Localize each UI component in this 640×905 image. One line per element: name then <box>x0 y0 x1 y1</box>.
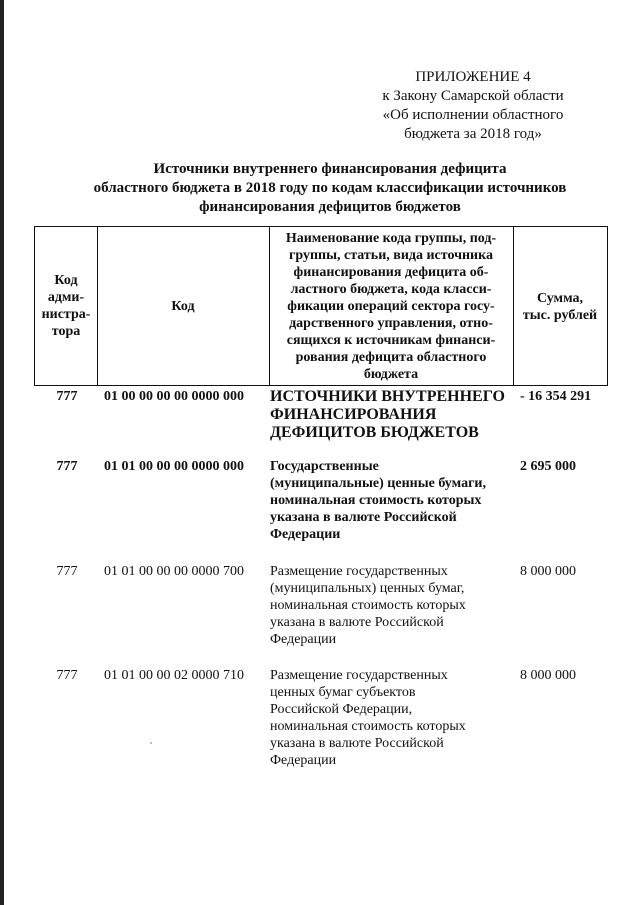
row-sum: 8 000 000 <box>520 668 576 683</box>
header-name <box>270 230 512 383</box>
row-name <box>270 563 520 648</box>
appendix-line: к Закону Самарской области <box>382 88 564 104</box>
appendix-line: «Об исполнении областного <box>382 107 564 123</box>
header-line: сящихся к источникам финанси- <box>286 333 496 348</box>
header-line: Код <box>54 273 78 288</box>
row-name-line: номинальная стоимость которых <box>270 493 482 508</box>
row-name-line: Размещение государственных <box>270 564 448 579</box>
header-line: бюджета <box>363 367 419 382</box>
header-line: финансирования дефицита об- <box>293 265 489 280</box>
header-line: тора <box>51 324 81 339</box>
row-sum: 8 000 000 <box>520 564 576 579</box>
row-name-line: Российской Федерации, <box>270 702 413 717</box>
row-name-line: номинальная стоимость которых <box>270 719 466 734</box>
row-code: 01 00 00 00 00 0000 000 <box>104 389 244 404</box>
header-line: фикации операций сектора госу- <box>287 299 495 314</box>
row-admin-code: 777 <box>56 389 78 404</box>
row-name-line: ИСТОЧНИКИ ВНУТРЕННЕГО <box>270 388 505 405</box>
header-line: нистра- <box>41 307 91 322</box>
row-name-line: Федерации <box>270 753 337 768</box>
row-name-line: (муниципальные) ценные бумаги, <box>270 476 486 491</box>
header-line: Сумма, <box>536 291 584 306</box>
row-admin-code: 777 <box>56 459 78 474</box>
row-name-line: ценных бумаг субъектов <box>270 685 416 700</box>
title-line: Источники внутреннего финансирования дефицита <box>153 161 507 177</box>
row-name-line: номинальная стоимость которых <box>270 598 466 613</box>
header-code <box>98 298 268 315</box>
header-line: Наименование кода группы, под- <box>285 231 497 246</box>
header-line: адми- <box>47 290 85 305</box>
row-name-line: (муниципальных) ценных бумаг, <box>270 581 465 596</box>
row-name <box>270 388 520 442</box>
document-title <box>60 160 600 217</box>
row-admin-code: 777 <box>56 668 78 683</box>
row-code: 01 01 00 00 02 0000 710 <box>104 668 244 683</box>
row-name-line: Федерации <box>270 632 337 647</box>
appendix-line: ПРИЛОЖЕНИЕ 4 <box>415 69 531 85</box>
table-row <box>0 563 640 653</box>
table-row <box>0 388 640 448</box>
row-name-line: ФИНАНСИРОВАНИЯ <box>270 406 437 423</box>
header-line: дарственного управления, отно- <box>289 316 493 331</box>
header-sum <box>514 290 606 324</box>
row-name-line: указана в валюте Российской <box>270 736 444 751</box>
row-name-line: ДЕФИЦИТОВ БЮДЖЕТОВ <box>270 424 479 441</box>
title-line: областного бюджета в 2018 году по кодам классификации источников <box>93 180 567 196</box>
row-name-line: указана в валюте Российской <box>270 510 457 525</box>
header-line: тыс. рублей <box>522 308 598 323</box>
scan-speck <box>150 742 152 744</box>
row-code: 01 01 00 00 00 0000 700 <box>104 564 244 579</box>
header-line: рования дефицита областного <box>295 350 487 365</box>
row-sum: - 16 354 291 <box>520 389 592 404</box>
row-name-line: указана в валюте Российской <box>270 615 444 630</box>
header-line: Код <box>171 299 195 314</box>
row-sum: 2 695 000 <box>520 459 576 474</box>
row-name-line: Федерации <box>270 527 341 542</box>
row-name <box>270 458 520 543</box>
appendix-line: бюджета за 2018 год» <box>404 126 542 142</box>
row-name-line: Размещение государственных <box>270 668 448 683</box>
table-row <box>0 667 640 775</box>
appendix-block <box>358 68 588 144</box>
row-name <box>270 667 520 769</box>
row-admin-code: 777 <box>56 564 78 579</box>
header-admin-code <box>36 272 96 340</box>
table-row <box>0 458 640 548</box>
row-code: 01 01 00 00 00 0000 000 <box>104 459 244 474</box>
header-line: ластного бюджета, кода класси- <box>290 282 492 297</box>
header-line: группы, статьи, вида источника <box>289 248 493 263</box>
title-line: финансирования дефицитов бюджетов <box>199 199 461 215</box>
row-name-line: Государственные <box>270 459 379 474</box>
